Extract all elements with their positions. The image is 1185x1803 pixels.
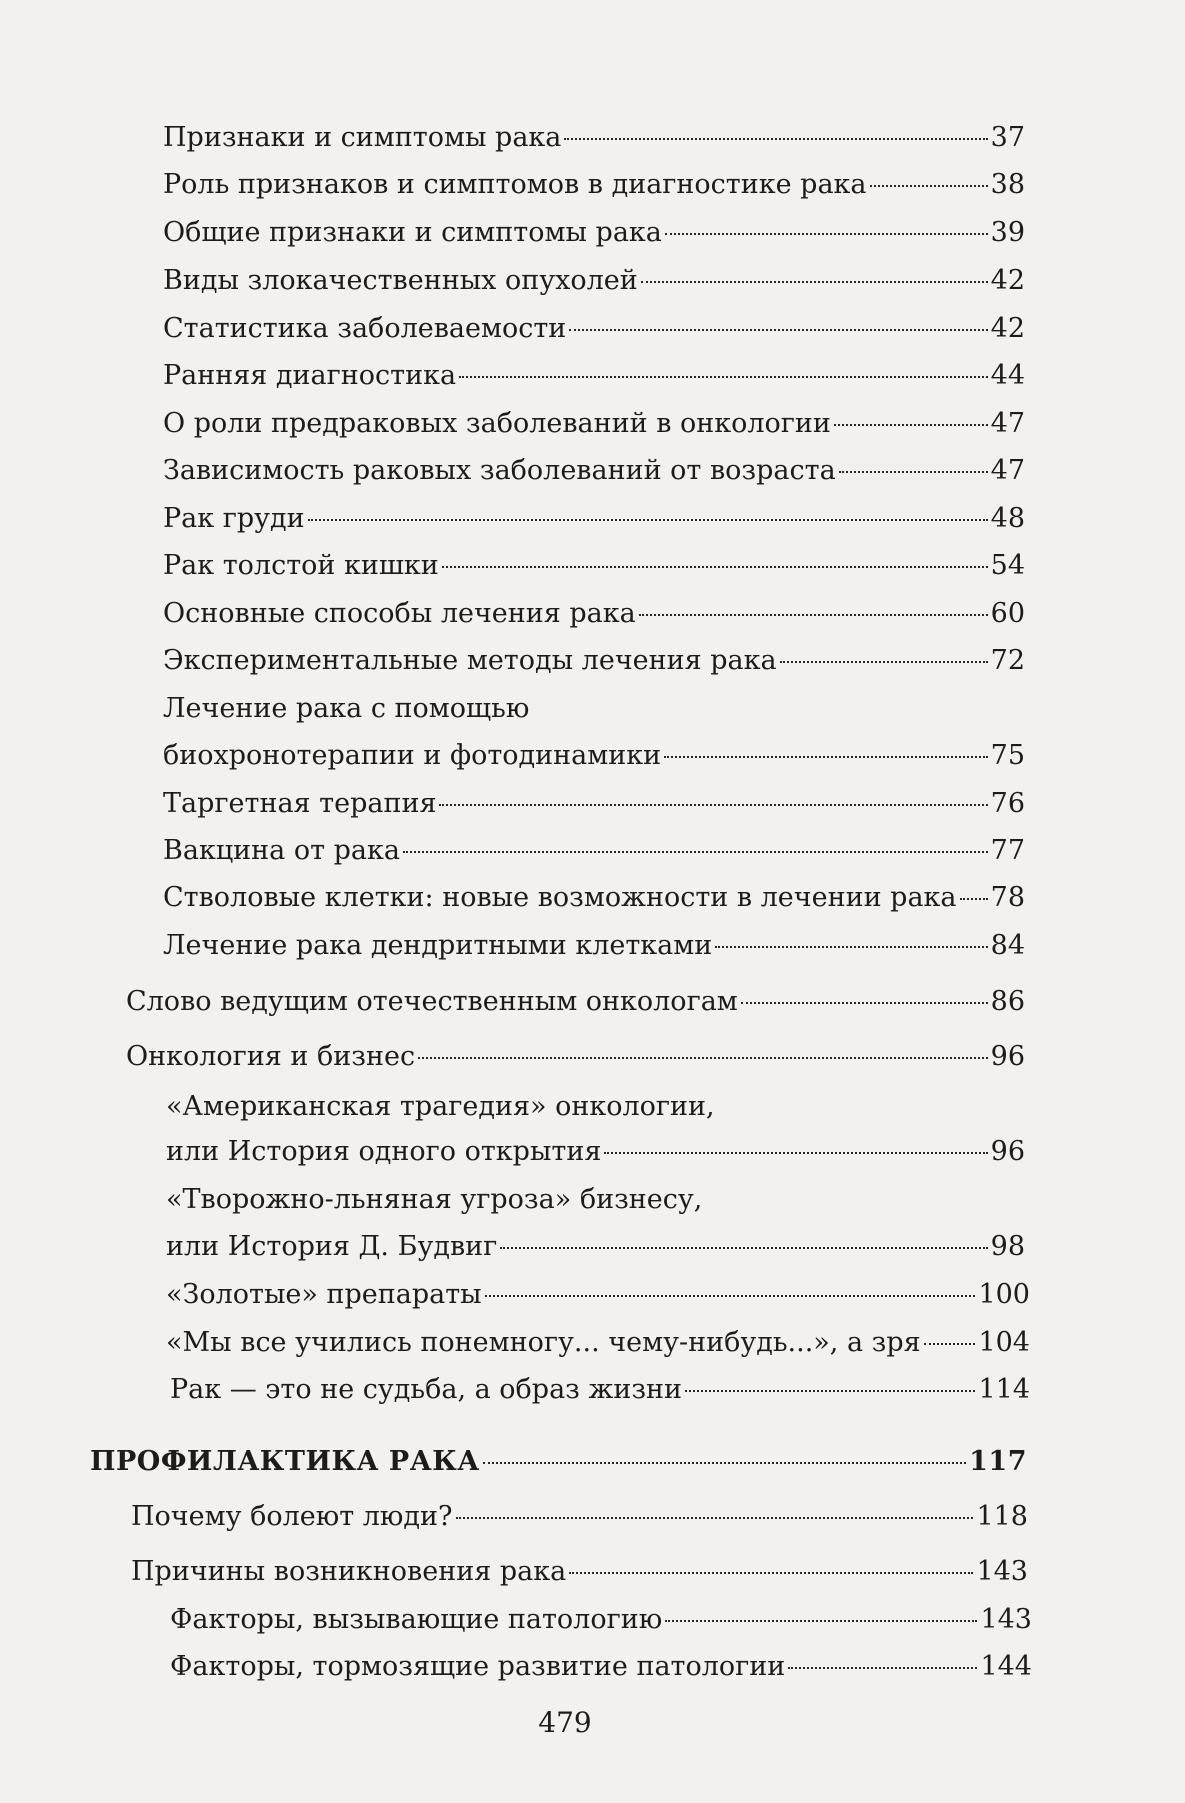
- toc-entry: [163, 834, 1025, 868]
- toc-entry-page: 96: [990, 1136, 1025, 1167]
- toc-entry-title: Факторы, вызывающие патологию: [170, 1604, 663, 1635]
- dot-leader: [564, 138, 987, 140]
- toc-entry: [163, 359, 1025, 393]
- toc-entry-page: 118: [976, 1501, 1028, 1532]
- toc-entry-title: «Мы все учились понемногу... чему-нибудь...», а зря: [166, 1327, 921, 1358]
- toc-entry-title: Статистика заболеваемости: [163, 313, 567, 344]
- toc-entry-title-line1: «Творожно-льняная угроза» бизнесу,: [166, 1184, 703, 1215]
- toc-entry-title: «Золотые» препараты: [166, 1279, 482, 1310]
- dot-leader: [924, 1343, 976, 1345]
- dot-leader: [500, 1247, 987, 1249]
- toc-entry-title: Стволовые клетки: новые возможности в лечении рака: [163, 882, 957, 913]
- toc-entry-title: или История одного открытия: [166, 1136, 602, 1167]
- dot-leader: [665, 233, 988, 235]
- toc-entry-page: 60: [990, 598, 1025, 629]
- dot-leader: [569, 1572, 973, 1574]
- toc-entry: [163, 739, 1025, 773]
- toc-entry-page: 117: [969, 1446, 1027, 1477]
- toc-entry-title: Причины возникновения рака: [131, 1556, 567, 1587]
- toc-entry: [163, 502, 1025, 536]
- dot-leader: [403, 851, 988, 853]
- toc-entry-title: О роли предраковых заболеваний в онкологии: [163, 408, 831, 439]
- toc-entry-page: 78: [990, 882, 1025, 913]
- dot-leader: [664, 756, 988, 758]
- toc-entry-page: 48: [990, 503, 1025, 534]
- toc-entry: [163, 929, 1025, 963]
- page-number: 479: [538, 1706, 592, 1739]
- toc-entry-page: 144: [980, 1651, 1032, 1682]
- dot-leader: [418, 1057, 988, 1059]
- dot-leader: [741, 1002, 988, 1004]
- toc-entry: [163, 121, 1025, 155]
- toc-entry-title-line1: «Американская трагедия» онкологии,: [166, 1091, 715, 1122]
- toc-entry: [163, 549, 1025, 583]
- toc-entry-title: Зависимость раковых заболеваний от возраста: [163, 455, 836, 486]
- dot-leader: [839, 471, 988, 473]
- dot-leader: [485, 1295, 976, 1297]
- toc-entry: [166, 1326, 1030, 1360]
- toc-entry-title: Рак груди: [163, 503, 305, 534]
- dot-leader: [604, 1152, 987, 1154]
- toc-entry-title: Факторы, тормозящие развитие патологии: [170, 1651, 786, 1682]
- toc-entry-page: 47: [990, 408, 1025, 439]
- toc-entry-title: Онкология и бизнес: [126, 1041, 416, 1072]
- toc-entry-title: биохронотерапии и фотодинамики: [163, 740, 662, 771]
- toc-entry-page: 38: [990, 169, 1025, 200]
- toc-entry: [166, 1278, 1030, 1312]
- toc-entry: [163, 312, 1025, 346]
- toc-entry-page: 37: [990, 122, 1025, 153]
- toc-entry-page: 114: [978, 1374, 1030, 1405]
- toc-entry-title: ПРОФИЛАКТИКА РАКА: [90, 1446, 480, 1477]
- toc-entry-title: Почему болеют люди?: [131, 1501, 453, 1532]
- toc-entry: [131, 1500, 1028, 1534]
- toc-entry: [170, 1650, 1032, 1684]
- toc-section-heading: [90, 1445, 1027, 1479]
- toc-entry: [163, 216, 1025, 250]
- toc-entry-page: 96: [990, 1041, 1025, 1072]
- toc-entry: [170, 1373, 1030, 1407]
- dot-leader: [834, 424, 988, 426]
- toc-entry-page: 143: [980, 1604, 1032, 1635]
- toc-entry-page: 44: [990, 360, 1025, 391]
- toc-entry: [163, 407, 1025, 441]
- dot-leader: [308, 519, 988, 521]
- toc-entry-title: Лечение рака дендритными клетками: [163, 930, 713, 961]
- toc-entry-page: 84: [990, 930, 1025, 961]
- toc-entry: [163, 881, 1025, 915]
- toc-entry: [163, 454, 1025, 488]
- toc-entry: [163, 787, 1025, 821]
- toc-entry: [126, 985, 1025, 1019]
- toc-entry-page: 100: [978, 1279, 1030, 1310]
- dot-leader: [569, 329, 987, 331]
- dot-leader: [641, 281, 988, 283]
- toc-entry-title: Рак толстой кишки: [163, 550, 439, 581]
- toc-entry-title: Вакцина от рака: [163, 835, 400, 866]
- dot-leader: [870, 185, 988, 187]
- toc-entry: [166, 1135, 1025, 1169]
- dot-leader: [483, 1462, 966, 1464]
- dot-leader: [639, 614, 988, 616]
- toc-entry-title: Слово ведущим отечественным онкологам: [126, 986, 738, 1017]
- toc-entry-page: 47: [990, 455, 1025, 486]
- toc-entry-page: 39: [990, 217, 1025, 248]
- toc-entry-page: 72: [990, 645, 1025, 676]
- toc-entry-page: 104: [978, 1327, 1030, 1358]
- dot-leader: [788, 1667, 977, 1669]
- dot-leader: [665, 1620, 977, 1622]
- toc-entry-page: 76: [990, 788, 1025, 819]
- toc-entry-page: 143: [976, 1556, 1028, 1587]
- toc-entry-page: 98: [990, 1231, 1025, 1262]
- toc-entry-title: Основные способы лечения рака: [163, 598, 636, 629]
- toc-entry: [163, 644, 1025, 678]
- toc-entry: [163, 168, 1025, 202]
- toc-entry: [131, 1555, 1028, 1589]
- dot-leader: [442, 566, 988, 568]
- toc-entry-page: 75: [990, 740, 1025, 771]
- dot-leader: [459, 376, 988, 378]
- toc-entry-page: 54: [990, 550, 1025, 581]
- toc-entry-title: Рак — это не судьба, а образ жизни: [170, 1374, 683, 1405]
- toc-entry-page: 77: [990, 835, 1025, 866]
- dot-leader: [685, 1390, 975, 1392]
- toc-entry-title: Ранняя диагностика: [163, 360, 457, 391]
- toc-entry-page: 86: [990, 986, 1025, 1017]
- toc-entry-title: Роль признаков и симптомов в диагностике рака: [163, 169, 867, 200]
- toc-entry: [166, 1230, 1025, 1264]
- dot-leader: [960, 898, 988, 900]
- toc-entry-title: Виды злокачественных опухолей: [163, 265, 638, 296]
- dot-leader: [439, 804, 987, 806]
- toc-entry-page: 42: [990, 265, 1025, 296]
- toc-entry: [163, 264, 1025, 298]
- toc-entry: [126, 1040, 1025, 1074]
- dot-leader: [780, 661, 988, 663]
- toc-entry-title: Таргетная терапия: [163, 788, 437, 819]
- dot-leader: [456, 1517, 974, 1519]
- toc-entry-title: Экспериментальные методы лечения рака: [163, 645, 777, 676]
- toc-entry: [170, 1603, 1032, 1637]
- toc-entry-page: 42: [990, 313, 1025, 344]
- dot-leader: [715, 946, 987, 948]
- toc-entry-title: Признаки и симптомы рака: [163, 122, 562, 153]
- toc-entry-title-line1: Лечение рака с помощью: [163, 693, 530, 724]
- toc-entry-title: Общие признаки и симптомы рака: [163, 217, 662, 248]
- toc-entry: [163, 597, 1025, 631]
- toc-entry-title: или История Д. Будвиг: [166, 1231, 498, 1262]
